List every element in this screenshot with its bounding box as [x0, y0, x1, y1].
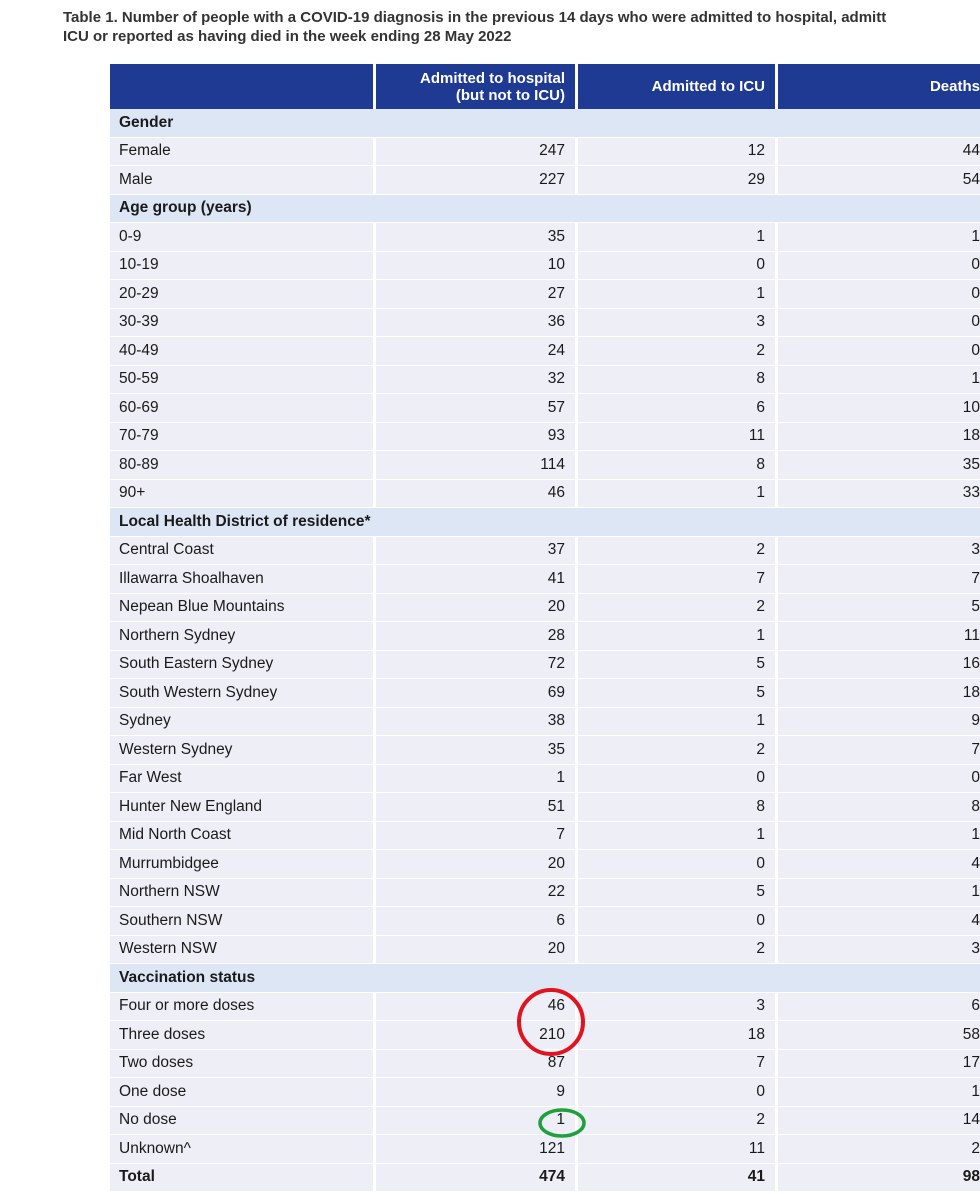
row-label: Female: [110, 138, 376, 167]
deaths-value: 1: [778, 366, 980, 395]
table-row: [110, 1078, 980, 1107]
hospital-value: 24: [376, 337, 578, 366]
hospital-value: 7: [376, 822, 578, 851]
header-icu: Admitted to ICU: [578, 64, 778, 109]
icu-value: 8: [578, 366, 778, 395]
table-row: [110, 480, 980, 509]
deaths-value: 14: [778, 1107, 980, 1136]
hospital-value: 9: [376, 1078, 578, 1107]
section-title: Gender: [110, 109, 980, 138]
table-row: [110, 1021, 980, 1050]
deaths-value: 1: [778, 223, 980, 252]
deaths-value: 2: [778, 1135, 980, 1164]
row-label: Nepean Blue Mountains: [110, 594, 376, 623]
table-row: [110, 822, 980, 851]
table-row: [110, 936, 980, 965]
hospital-value: 1: [376, 1107, 578, 1136]
icu-value: 6: [578, 394, 778, 423]
table-row: [110, 309, 980, 338]
row-label: 50-59: [110, 366, 376, 395]
icu-value: 0: [578, 907, 778, 936]
deaths-value: 11: [778, 622, 980, 651]
icu-value: 2: [578, 936, 778, 965]
section-header-row: [110, 964, 980, 993]
row-label: Two doses: [110, 1050, 376, 1079]
icu-value: 8: [578, 793, 778, 822]
hospital-value: 10: [376, 252, 578, 281]
row-label: Central Coast: [110, 537, 376, 566]
header-category: [110, 64, 376, 109]
table-body: [110, 109, 980, 1192]
icu-value: 2: [578, 1107, 778, 1136]
row-label: Northern NSW: [110, 879, 376, 908]
hospital-value: 20: [376, 936, 578, 965]
hospital-value: 37: [376, 537, 578, 566]
total-deaths: 98: [778, 1164, 980, 1193]
row-label: Sydney: [110, 708, 376, 737]
icu-value: 1: [578, 480, 778, 509]
row-label: 0-9: [110, 223, 376, 252]
deaths-value: 16: [778, 651, 980, 680]
section-title: Vaccination status: [110, 964, 980, 993]
header-hospital-line1: Admitted to hospital: [420, 69, 565, 87]
row-label: Northern Sydney: [110, 622, 376, 651]
total-hospital: 474: [376, 1164, 578, 1193]
table-row: [110, 1135, 980, 1164]
icu-value: 1: [578, 708, 778, 737]
deaths-value: 18: [778, 423, 980, 452]
row-label: South Eastern Sydney: [110, 651, 376, 680]
icu-value: 0: [578, 1078, 778, 1107]
row-label: Southern NSW: [110, 907, 376, 936]
deaths-value: 4: [778, 850, 980, 879]
table-row: [110, 565, 980, 594]
hospital-value: 114: [376, 451, 578, 480]
deaths-value: 0: [778, 337, 980, 366]
table-row: [110, 423, 980, 452]
section-title: Age group (years): [110, 195, 980, 224]
deaths-value: 35: [778, 451, 980, 480]
deaths-value: 44: [778, 138, 980, 167]
deaths-value: 9: [778, 708, 980, 737]
row-label: Four or more doses: [110, 993, 376, 1022]
icu-value: 3: [578, 993, 778, 1022]
icu-value: 18: [578, 1021, 778, 1050]
icu-value: 2: [578, 594, 778, 623]
icu-value: 1: [578, 223, 778, 252]
table-header-row: [110, 64, 980, 109]
icu-value: 1: [578, 280, 778, 309]
deaths-value: 0: [778, 309, 980, 338]
hospital-value: 72: [376, 651, 578, 680]
icu-value: 7: [578, 1050, 778, 1079]
deaths-value: 0: [778, 280, 980, 309]
table-row: [110, 280, 980, 309]
icu-value: 0: [578, 850, 778, 879]
table-row: [110, 765, 980, 794]
deaths-value: 6: [778, 993, 980, 1022]
deaths-value: 33: [778, 480, 980, 509]
row-label: Three doses: [110, 1021, 376, 1050]
deaths-value: 18: [778, 679, 980, 708]
table-row: [110, 907, 980, 936]
hospital-value: 35: [376, 736, 578, 765]
table-row: [110, 451, 980, 480]
table-row: [110, 679, 980, 708]
table-row: [110, 993, 980, 1022]
icu-value: 5: [578, 679, 778, 708]
row-label: No dose: [110, 1107, 376, 1136]
header-hospital-line2: (but not to ICU): [455, 86, 565, 104]
table-row: [110, 366, 980, 395]
hospital-value: 28: [376, 622, 578, 651]
section-header-row: [110, 109, 980, 138]
hospital-value: 121: [376, 1135, 578, 1164]
table-row: [110, 223, 980, 252]
hospital-value: 41: [376, 565, 578, 594]
icu-value: 29: [578, 166, 778, 195]
table-row: [110, 138, 980, 167]
table-row: [110, 622, 980, 651]
icu-value: 8: [578, 451, 778, 480]
deaths-value: 1: [778, 1078, 980, 1107]
hospital-value: 46: [376, 480, 578, 509]
table-row: [110, 1050, 980, 1079]
deaths-value: 10: [778, 394, 980, 423]
table-row: [110, 879, 980, 908]
row-label: Hunter New England: [110, 793, 376, 822]
deaths-value: 0: [778, 765, 980, 794]
deaths-value: 1: [778, 879, 980, 908]
deaths-value: 5: [778, 594, 980, 623]
row-label: Mid North Coast: [110, 822, 376, 851]
row-label: 10-19: [110, 252, 376, 281]
table-row: [110, 651, 980, 680]
hospital-value: 22: [376, 879, 578, 908]
icu-value: 3: [578, 309, 778, 338]
section-header-row: [110, 195, 980, 224]
row-label: 20-29: [110, 280, 376, 309]
header-hospital: [376, 64, 578, 109]
row-label: One dose: [110, 1078, 376, 1107]
hospital-value: 69: [376, 679, 578, 708]
table-row: [110, 166, 980, 195]
icu-value: 0: [578, 765, 778, 794]
row-label: Western Sydney: [110, 736, 376, 765]
icu-value: 5: [578, 879, 778, 908]
hospital-value: 210: [376, 1021, 578, 1050]
deaths-value: 7: [778, 736, 980, 765]
icu-value: 1: [578, 822, 778, 851]
table-row: [110, 708, 980, 737]
hospital-value: 32: [376, 366, 578, 395]
deaths-value: 0: [778, 252, 980, 281]
header-deaths: Deaths: [778, 64, 980, 109]
table-row: [110, 594, 980, 623]
icu-value: 11: [578, 1135, 778, 1164]
row-label: South Western Sydney: [110, 679, 376, 708]
row-label: Far West: [110, 765, 376, 794]
icu-value: 2: [578, 337, 778, 366]
icu-value: 7: [578, 565, 778, 594]
hospital-value: 27: [376, 280, 578, 309]
hospital-value: 93: [376, 423, 578, 452]
total-icu: 41: [578, 1164, 778, 1193]
row-label: Unknown^: [110, 1135, 376, 1164]
section-header-row: [110, 508, 980, 537]
icu-value: 11: [578, 423, 778, 452]
row-label: 60-69: [110, 394, 376, 423]
deaths-value: 3: [778, 537, 980, 566]
hospital-value: 57: [376, 394, 578, 423]
caption-line-1: Table 1. Number of people with a COVID-19 diagnosis in the previous 14 days who were admitted to hospital, admitt: [63, 9, 887, 26]
deaths-value: 7: [778, 565, 980, 594]
table-row: [110, 793, 980, 822]
hospital-value: 36: [376, 309, 578, 338]
row-label: Illawarra Shoalhaven: [110, 565, 376, 594]
hospital-value: 51: [376, 793, 578, 822]
icu-value: 5: [578, 651, 778, 680]
hospital-value: 35: [376, 223, 578, 252]
hospital-value: 1: [376, 765, 578, 794]
row-label: Western NSW: [110, 936, 376, 965]
icu-value: 2: [578, 537, 778, 566]
deaths-value: 8: [778, 793, 980, 822]
hospital-value: 227: [376, 166, 578, 195]
table-row: [110, 850, 980, 879]
table-row: [110, 1107, 980, 1136]
deaths-value: 3: [778, 936, 980, 965]
hospital-value: 247: [376, 138, 578, 167]
row-label: Male: [110, 166, 376, 195]
hospital-value: 20: [376, 850, 578, 879]
icu-value: 0: [578, 252, 778, 281]
deaths-value: 1: [778, 822, 980, 851]
hospital-value: 46: [376, 993, 578, 1022]
deaths-value: 4: [778, 907, 980, 936]
total-row: [110, 1164, 980, 1193]
table-row: [110, 252, 980, 281]
icu-value: 1: [578, 622, 778, 651]
row-label: 80-89: [110, 451, 376, 480]
icu-value: 12: [578, 138, 778, 167]
deaths-value: 17: [778, 1050, 980, 1079]
total-label: Total: [110, 1164, 376, 1193]
table-row: [110, 337, 980, 366]
deaths-value: 58: [778, 1021, 980, 1050]
section-title: Local Health District of residence*: [110, 508, 980, 537]
table-row: [110, 537, 980, 566]
row-label: 40-49: [110, 337, 376, 366]
deaths-value: 54: [778, 166, 980, 195]
hospital-value: 20: [376, 594, 578, 623]
row-label: 90+: [110, 480, 376, 509]
icu-value: 2: [578, 736, 778, 765]
table-row: [110, 736, 980, 765]
caption-line-2: ICU or reported as having died in the week ending 28 May 2022: [63, 28, 512, 45]
hospital-value: 6: [376, 907, 578, 936]
table-row: [110, 394, 980, 423]
row-label: 70-79: [110, 423, 376, 452]
hospital-value: 38: [376, 708, 578, 737]
row-label: 30-39: [110, 309, 376, 338]
hospital-value: 87: [376, 1050, 578, 1079]
row-label: Murrumbidgee: [110, 850, 376, 879]
table-caption: [63, 8, 980, 46]
covid-hospital-table: [110, 64, 980, 1192]
